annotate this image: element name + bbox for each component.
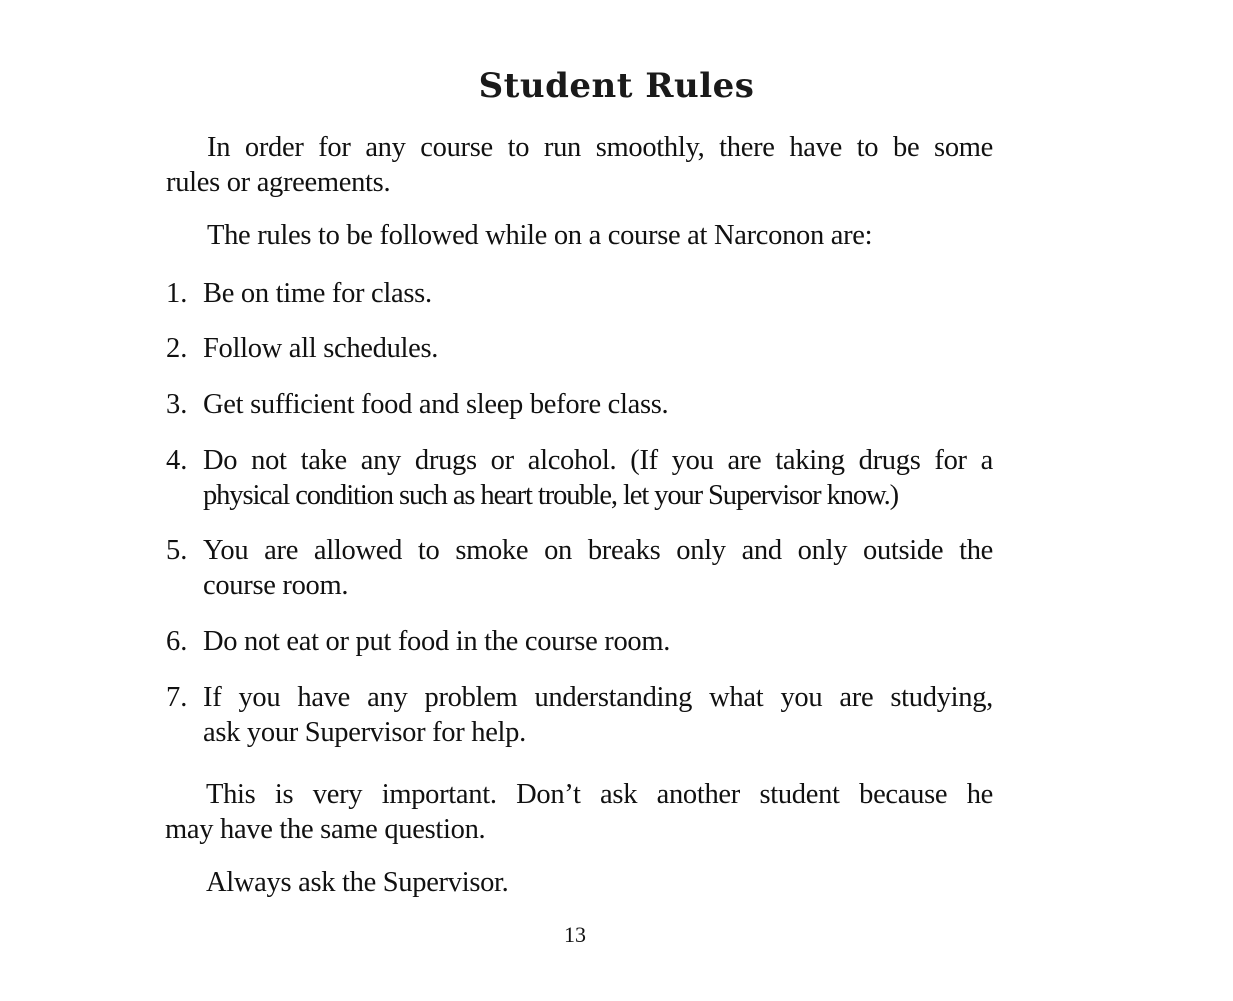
rule-text: Be on time for class. — [203, 278, 432, 309]
rule-text: physical condition such as heart trouble, let your Supervisor know.) — [203, 480, 899, 511]
rule-text: If you have any problem understanding what you are studying, — [203, 682, 993, 713]
rule-number: 5. — [166, 535, 188, 566]
rule-text: Do not eat or put food in the course room. — [203, 626, 671, 657]
rule-number: 7. — [166, 682, 188, 713]
note-line-1: This is very important. Don’t ask another student because he — [206, 779, 993, 810]
rule-text: You are allowed to smoke on breaks only and only outside the — [203, 535, 993, 566]
rule-text: course room. — [203, 570, 349, 601]
rule-number: 4. — [166, 445, 188, 476]
rule-number: 3. — [166, 389, 188, 420]
rule-text: Do not take any drugs or alcohol. (If you are taking drugs for a — [203, 445, 993, 476]
lead-paragraph: The rules to be followed while on a course at Narconon are: — [207, 220, 873, 251]
rule-text: Follow all schedules. — [203, 333, 439, 364]
intro-line-1: In order for any course to run smoothly, there have to be some — [207, 132, 993, 163]
rule-number: 2. — [166, 333, 188, 364]
intro-line-2: rules or agreements. — [166, 167, 391, 198]
rule-text: ask your Supervisor for help. — [203, 717, 526, 748]
page-title: Student Rules — [478, 66, 755, 106]
rule-text: Get sufficient food and sleep before class. — [203, 389, 669, 420]
rule-number: 1. — [166, 278, 188, 309]
rule-number: 6. — [166, 626, 188, 657]
page-number: 13 — [564, 922, 586, 947]
closing-paragraph: Always ask the Supervisor. — [206, 867, 509, 898]
note-line-2: may have the same question. — [165, 814, 486, 845]
